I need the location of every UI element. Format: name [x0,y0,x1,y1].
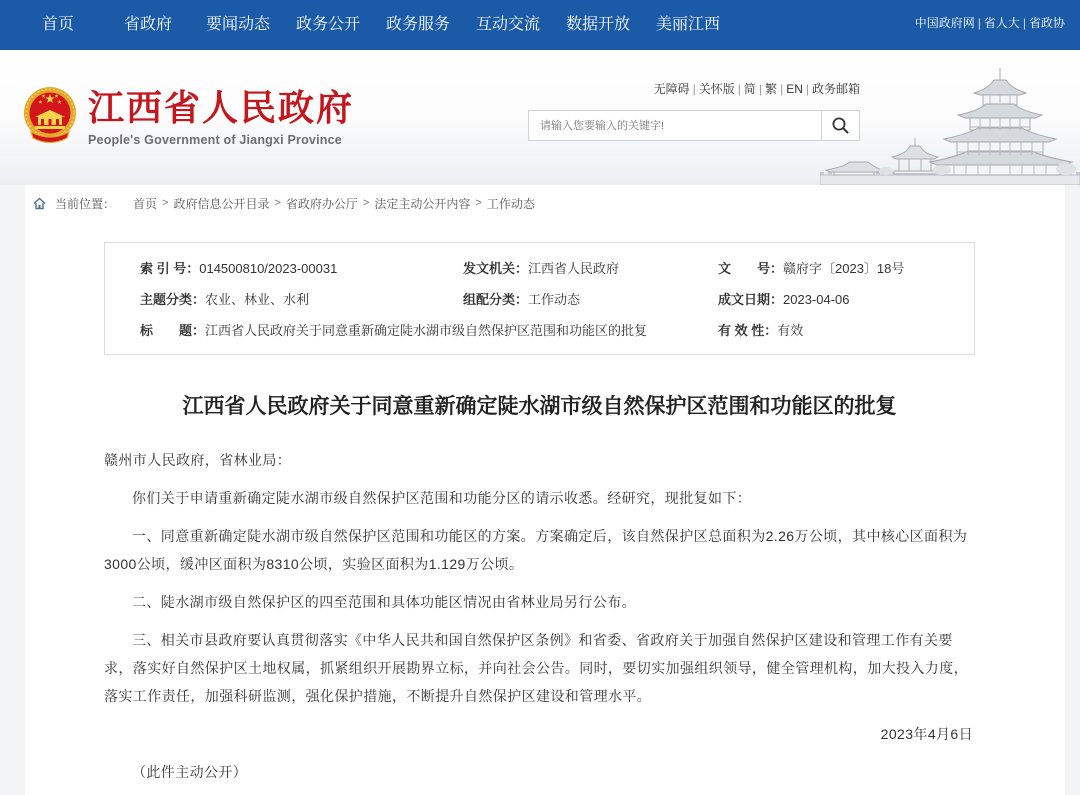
doc-date-label: 成文日期： [718,292,784,307]
doc-number-value: 赣府字〔2023〕18号 [783,261,905,276]
info-cell [463,284,580,315]
doc-title-label: 标 题： [140,323,206,338]
article-salutation: 赣州市人民政府，省林业局： [104,452,292,468]
article-disclosure-note: （此件主动公开） [132,764,248,780]
site-logo[interactable] [20,84,360,154]
link-english[interactable]: EN [786,82,803,96]
info-cell [718,253,904,284]
info-row [105,284,974,315]
info-cell [140,315,647,346]
doc-category-label: 组配分类： [463,292,529,307]
breadcrumb [33,194,535,212]
doc-topic-label: 主题分类： [140,292,206,307]
link-simplified-chinese[interactable]: 简 [743,82,756,96]
doc-number-label: 文 号： [718,261,784,276]
article-paragraph-1: 一、同意重新确定陡水湖市级自然保护区范围和功能区的方案。方案确定后，该自然保护区总面积为2.26万公顷，其中核心区面积为3000公顷，缓冲区面积为8310公顷，实验区面积为1.129万公顷。 [104,528,968,572]
breadcrumb-separator: > [162,197,169,209]
article-paragraph-intro: 你们关于申请重新确定陡水湖市级自然保护区范围和功能分区的请示收悉。经研究，现批复如下： [132,490,752,506]
separator: | [737,82,741,96]
home-icon [33,197,46,210]
article-paragraph-3: 三、相关市县政府要认真贯彻落实《中华人民共和国自然保护区条例》和省委、省政府关于加强自然保护区建设和管理工作有关要求，落实好自然保护区土地权属，抓紧组织开展勘界立标，并向社会公告。同时，要切实加强组织领导，健全管理机构，加大投入力度，落实工作责任，加强科研监测，强化保护措施，不断提升自然保护区建设和管理水平。 [104,632,968,704]
doc-date-value: 2023-04-06 [783,292,850,307]
doc-validity-value: 有效 [777,323,804,338]
doc-index-number-label: 索 引 号： [140,261,200,276]
info-cell [718,284,850,315]
separator: | [758,82,763,96]
article-paragraph-2: 二、陡水湖市级自然保护区的四至范围和具体功能区情况由省林业局另行公布。 [132,594,636,610]
separator: | [692,82,696,96]
top-navigation-bar [0,0,1080,50]
nav-item-news[interactable]: 要闻动态 [205,16,270,33]
search-box [528,110,860,141]
breadcrumb-general-office[interactable]: 省政府办公厅 [285,196,358,211]
site-header [0,50,1080,185]
breadcrumb-home[interactable]: 首页 [133,196,158,211]
info-cell [463,253,619,284]
national-emblem-icon [22,86,78,144]
breadcrumb-info-disclosure-catalog[interactable]: 政府信息公开目录 [173,196,270,211]
info-cell [140,284,309,315]
separator: | [805,82,809,96]
info-cell [718,315,803,346]
info-cell [140,253,337,284]
link-accessibility[interactable]: 无障碍 [653,82,690,96]
article-title: 江西省人民政府关于同意重新确定陡水湖市级自然保护区范围和功能区的批复 [182,395,897,418]
doc-index-number-value: 014500810/2023-00031 [199,261,338,276]
info-row [105,253,974,284]
document-info-table [104,242,975,355]
main-nav [13,0,733,50]
nav-item-government-services[interactable]: 政务服务 [385,16,450,33]
search-input[interactable] [529,111,821,140]
doc-topic-value: 农业、林业、水利 [205,292,310,307]
info-row [105,315,974,346]
doc-issuer-value: 江西省人民政府 [528,261,620,276]
breadcrumb-separator: > [475,197,482,209]
site-title: 江西省人民政府 [88,87,355,128]
link-government-email[interactable]: 政务邮箱 [811,82,860,96]
article-body [104,446,975,786]
doc-title-value: 江西省人民政府关于同意重新确定陡水湖市级自然保护区范围和功能区的批复 [205,323,648,338]
ext-link-provincial-cppcc[interactable]: 省政协 [1028,16,1065,30]
nav-item-beautiful-jiangxi[interactable]: 美丽江西 [655,16,720,33]
nav-item-provincial-government[interactable]: 省政府 [123,16,172,33]
link-elderly-mode[interactable]: 关怀版 [698,82,735,96]
ext-link-provincial-congress[interactable]: 省人大 [983,16,1020,30]
site-subtitle: People's Government of Jiangxi Province [88,133,342,147]
breadcrumb-work-updates[interactable]: 工作动态 [486,196,535,211]
ext-link-china-gov[interactable]: 中国政府网 [914,16,975,30]
separator: | [977,16,981,30]
doc-category-value: 工作动态 [528,292,581,307]
breadcrumb-separator: > [362,197,370,209]
external-links [915,0,1065,50]
link-traditional-chinese[interactable]: 繁 [765,82,778,96]
nav-item-open-data[interactable]: 数据开放 [565,16,630,33]
doc-validity-label: 有 效 性： [718,323,778,338]
pavilion-illustration [820,58,1080,185]
article-date: 2023年4月6日 [880,726,973,742]
breadcrumb-separator: > [274,197,281,209]
nav-item-interaction[interactable]: 互动交流 [475,16,540,33]
nav-item-government-disclosure[interactable]: 政务公开 [295,16,360,33]
separator: | [780,82,784,96]
doc-issuer-label: 发文机关： [463,261,529,276]
breadcrumb-statutory-disclosure[interactable]: 法定主动公开内容 [374,196,471,211]
nav-item-home[interactable]: 首页 [41,16,74,33]
breadcrumb-label: 当前位置： [55,196,116,211]
separator: | [1022,16,1026,30]
